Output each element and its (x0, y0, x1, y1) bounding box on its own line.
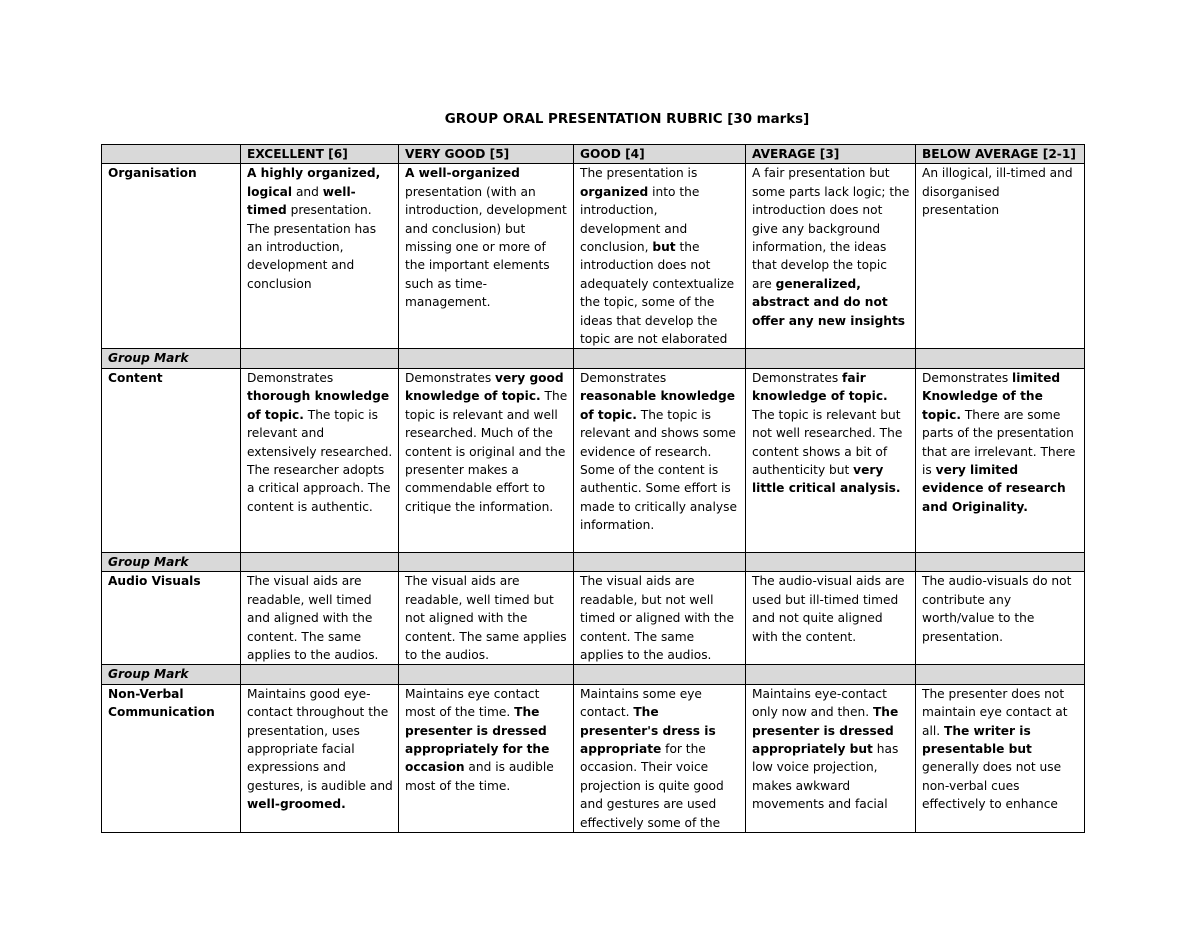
header-cell-very-good: VERY GOOD [5] (399, 145, 574, 164)
group-mark-label: Group Mark (102, 665, 241, 684)
group-mark-cell (746, 349, 916, 368)
header-cell-excellent: EXCELLENT [6] (241, 145, 399, 164)
group-mark-cell (574, 665, 746, 684)
table-row (102, 684, 1085, 832)
rubric-cell: The visual aids are readable, well timed and aligned with the content. The same applies to the audios. (241, 572, 399, 665)
rubric-cell: A well-organized presentation (with an introduction, development and conclusion) but missing one or more of the important elements such as time-management. (399, 164, 574, 349)
rubric-cell: Demonstrates limited Knowledge of the topic. There are some parts of the presentation that are irrelevant. There is very limited evidence of research and Originality. (916, 368, 1085, 552)
rubric-cell: The visual aids are readable, well timed but not aligned with the content. The same applies to the audios. (399, 572, 574, 665)
table-row (102, 572, 1085, 665)
group-mark-cell (916, 349, 1085, 368)
header-cell-criterion (102, 145, 241, 164)
table-row (102, 164, 1085, 349)
rubric-cell: The visual aids are readable, but not well timed or aligned with the content. The same applies to the audios. (574, 572, 746, 665)
criterion-cell: Organisation (102, 164, 241, 349)
rubric-cell: Maintains eye-contact only now and then. The presenter is dressed appropriately but has low voice projection, makes awkward movements and facial (746, 684, 916, 832)
rubric-cell: Maintains some eye contact. The presenter's dress is appropriate for the occasion. Their voice projection is quite good and gestures are used effectively some of the (574, 684, 746, 832)
rubric-cell: Demonstrates fair knowledge of topic. The topic is relevant but not well researched. The content shows a bit of authenticity but very little critical analysis. (746, 368, 916, 552)
group-mark-row (102, 349, 1085, 368)
page-title: GROUP ORAL PRESENTATION RUBRIC [30 marks] (444, 112, 810, 127)
group-mark-label: Group Mark (102, 552, 241, 571)
group-mark-row (102, 665, 1085, 684)
group-mark-cell (241, 552, 399, 571)
group-mark-cell (241, 349, 399, 368)
rubric-cell: The presenter does not maintain eye contact at all. The writer is presentable but generally does not use non-verbal cues effectively to enhance (916, 684, 1085, 832)
criterion-cell: Audio Visuals (102, 572, 241, 665)
rubric-table (101, 144, 1085, 833)
group-mark-cell (399, 552, 574, 571)
rubric-cell: Demonstrates reasonable knowledge of topic. The topic is relevant and shows some evidence of research. Some of the content is authentic. Some effort is made to critically analyse information. (574, 368, 746, 552)
group-mark-cell (916, 665, 1085, 684)
rubric-cell: A fair presentation but some parts lack logic; the introduction does not give any background information, the ideas that develop the topic are generalized, abstract and do not offer any new insights (746, 164, 916, 349)
group-mark-label: Group Mark (102, 349, 241, 368)
header-row (102, 145, 1085, 164)
rubric-cell: The audio-visuals do not contribute any worth/value to the presentation. (916, 572, 1085, 665)
table-row (102, 368, 1085, 552)
header-cell-average: AVERAGE [3] (746, 145, 916, 164)
group-mark-cell (399, 349, 574, 368)
group-mark-row (102, 552, 1085, 571)
group-mark-cell (746, 552, 916, 571)
header-cell-good: GOOD [4] (574, 145, 746, 164)
criterion-cell: Non-Verbal Communication (102, 684, 241, 832)
header-cell-below-average: BELOW AVERAGE [2-1] (916, 145, 1085, 164)
group-mark-cell (399, 665, 574, 684)
criterion-cell: Content (102, 368, 241, 552)
rubric-cell: Maintains good eye-contact throughout the presentation, uses appropriate facial expressions and gestures, is audible and well-groomed. (241, 684, 399, 832)
rubric-cell: Maintains eye contact most of the time. The presenter is dressed appropriately for the occasion and is audible most of the time. (399, 684, 574, 832)
rubric-cell: A highly organized, logical and well-timed presentation. The presentation has an introduction, development and conclusion (241, 164, 399, 349)
rubric-cell: Demonstrates very good knowledge of topic. The topic is relevant and well researched. Much of the content is original and the presenter makes a commendable effort to critique the information. (399, 368, 574, 552)
group-mark-cell (916, 552, 1085, 571)
rubric-cell: The presentation is organized into the introduction, development and conclusion, but the introduction does not adequately contextualize the topic, some of the ideas that develop the topic are not elaborated (574, 164, 746, 349)
group-mark-cell (746, 665, 916, 684)
group-mark-cell (574, 349, 746, 368)
rubric-cell: Demonstrates thorough knowledge of topic. The topic is relevant and extensively researched. The researcher adopts a critical approach. The content is authentic. (241, 368, 399, 552)
group-mark-cell (574, 552, 746, 571)
group-mark-cell (241, 665, 399, 684)
rubric-cell: An illogical, ill-timed and disorganised presentation (916, 164, 1085, 349)
rubric-cell: The audio-visual aids are used but ill-timed timed and not quite aligned with the content. (746, 572, 916, 665)
